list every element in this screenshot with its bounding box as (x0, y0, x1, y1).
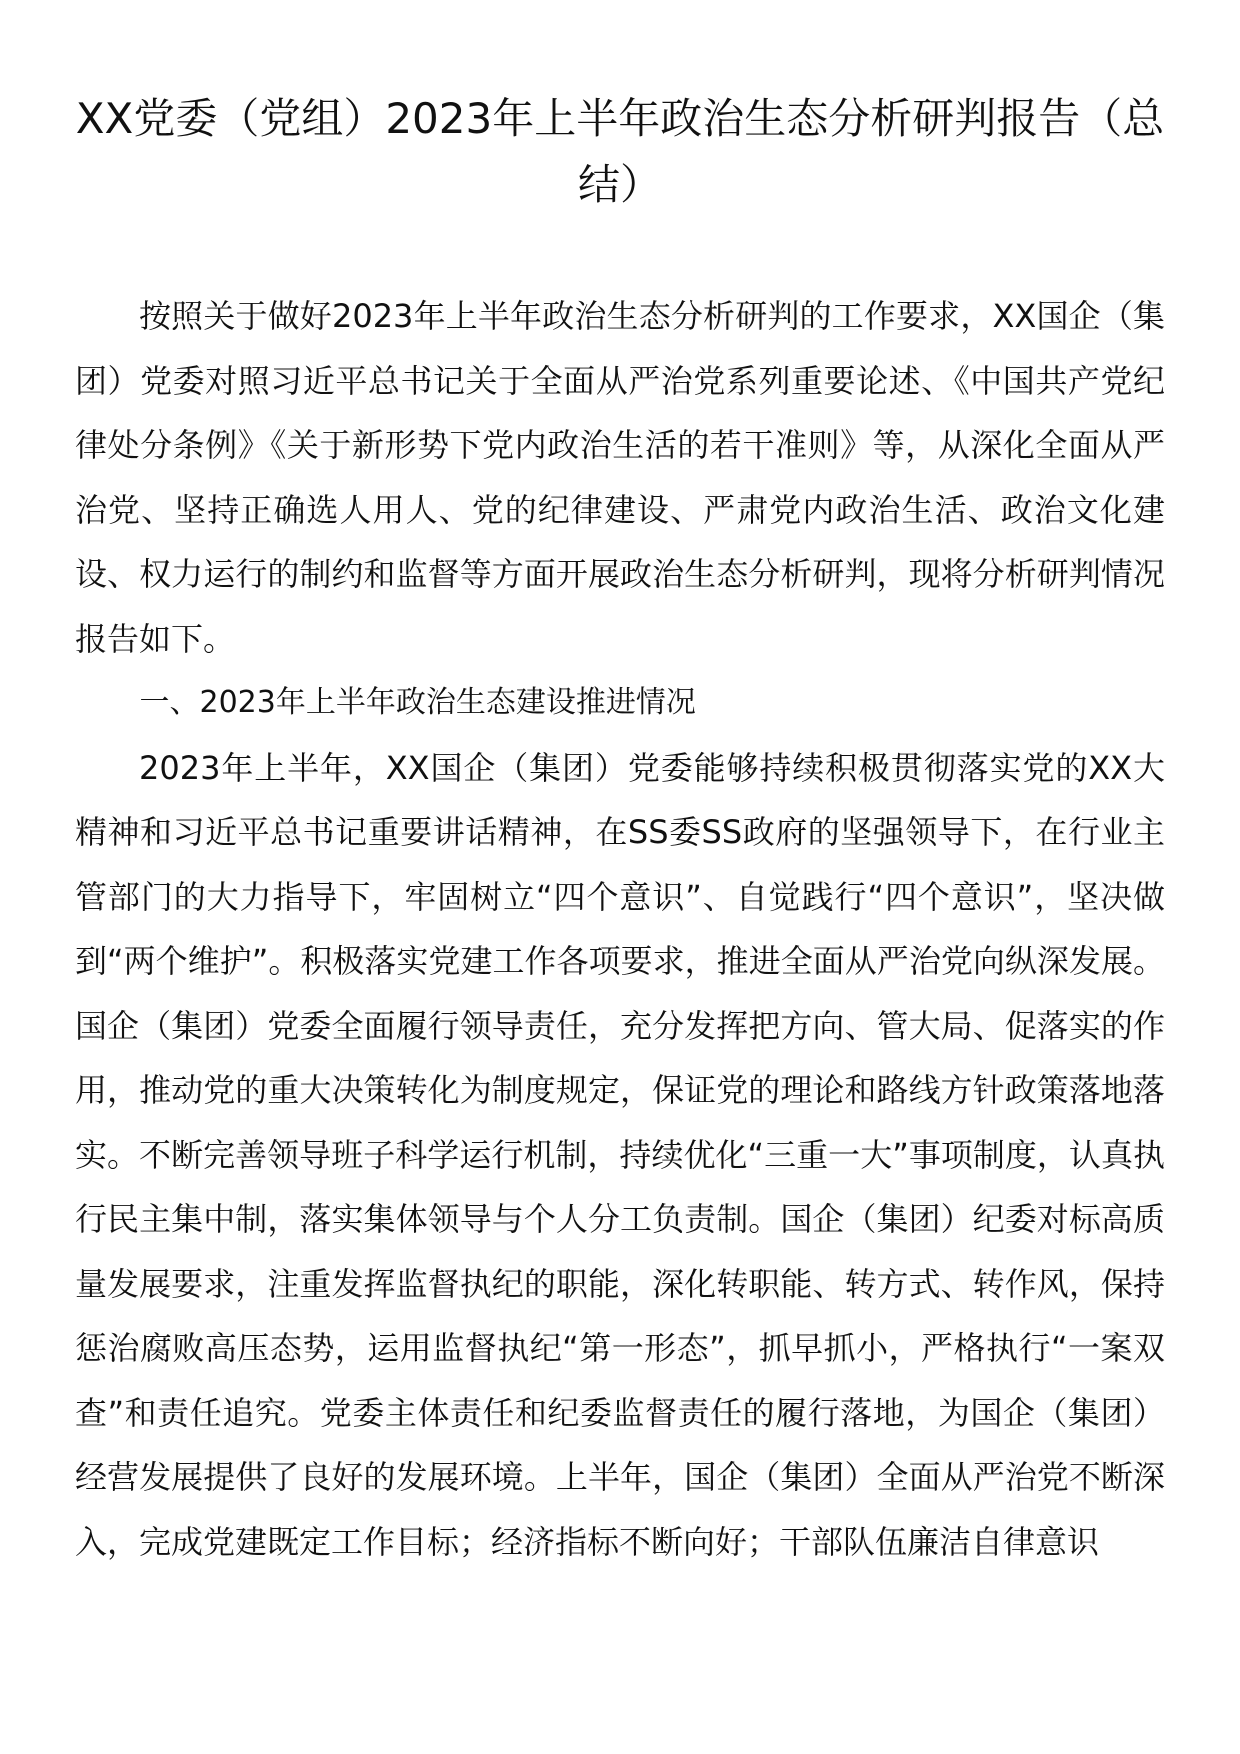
section-heading: 一、2023年上半年政治生态建设推进情况 (139, 685, 696, 720)
document-body (75, 284, 1165, 1574)
document-title: XX党委（党组）2023年上半年政治生态分析研判报告（总结） (75, 94, 1165, 209)
section-body-paragraph: 2023年上半年，XX国企（集团）党委能够持续积极贯彻落实党的XX大精神和习近平总书记重要讲话精神，在SS委SS政府的坚强领导下，在行业主管部门的大力指导下，牢固树立“四个意识”、自觉践行“四个意识”，坚决做到“两个维护”。积极落实党建工作各项要求，推进全面从严治党向纵深发展。国企（集团）党委全面履行领导责任，充分发挥把方向、管大局、促落实的作用，推动党的重大决策转化为制度规定，保证党的理论和路线方针政策落地落实。不断完善领导班子科学运行机制，持续优化“三重一大”事项制度，认真执行民主集中制，落实集体领导与个人分工负责制。国企（集团）纪委对标高质量发展要求，注重发挥监督执纪的职能，深化转职能、转方式、转作风，保持惩治腐败高压态势，运用监督执纪“第一形态”，抓早抓小，严格执行“一案双查”和责任追究。党委主体责任和纪委监督责任的履行落地，为国企（集团）经营发展提供了良好的发展环境。上半年，国企（集团）全面从严治党不断深入，完成党建既定工作目标；经济指标不断向好；干部队伍廉洁自律意识 (75, 748, 1165, 1561)
intro-paragraph: 按照关于做好2023年上半年政治生态分析研判的工作要求，XX国企（集团）党委对照习近平总书记关于全面从严治党系列重要论述、《中国共产党纪律处分条例》《关于新形势下党内政治生活的若干准则》等，从深化全面从严治党、坚持正确选人用人、党的纪律建设、严肃党内政治生活、政治文化建设、权力运行的制约和监督等方面开展政治生态分析研判，现将分析研判情况报告如下。 (75, 297, 1165, 658)
